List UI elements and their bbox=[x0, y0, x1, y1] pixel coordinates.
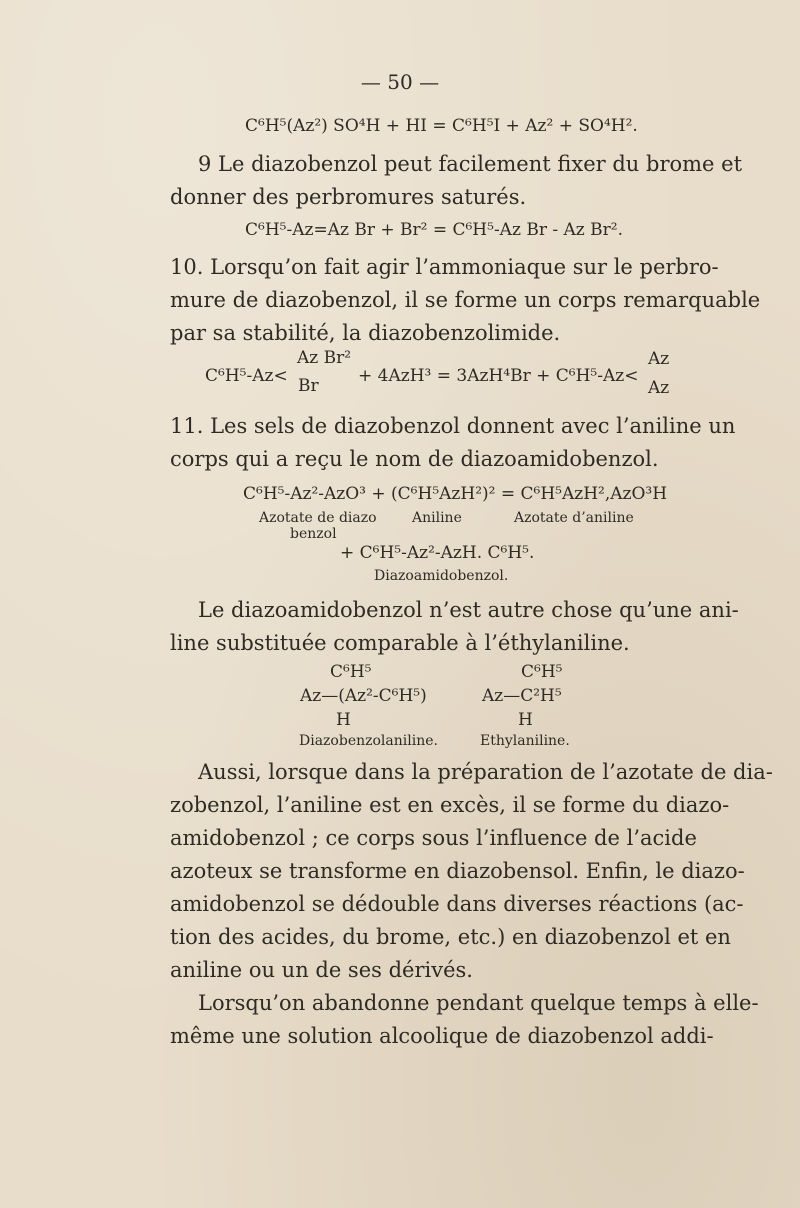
paragraph-line: azoteux se transforme en diazobensol. Enfin, le diazo- bbox=[170, 859, 745, 883]
equation-3-top-branch: Az Br² bbox=[297, 348, 352, 368]
structure-right-top: C⁶H⁵ bbox=[521, 662, 563, 682]
paragraph-line: Lorsqu’on abandonne pendant quelque temps à elle- bbox=[198, 991, 759, 1015]
paragraph-line: corps qui a reçu le nom de diazoamidobenzol. bbox=[170, 447, 659, 471]
paragraph-line: Le diazoamidobenzol n’est autre chose qu’une ani- bbox=[198, 598, 739, 622]
paragraph-line: amidobenzol se dédouble dans diverses réactions (ac- bbox=[170, 892, 744, 916]
structure-left-mid: Az—(Az²-C⁶H⁵) bbox=[300, 686, 427, 706]
equation-2: C⁶H⁵-Az=Az Br + Br² = C⁶H⁵-Az Br - Az Br². bbox=[245, 220, 623, 240]
equation-3-ring-top: Az bbox=[648, 349, 670, 369]
structure-left-bottom: H bbox=[336, 710, 351, 730]
equation-4-label: Aniline bbox=[412, 510, 462, 526]
paragraph-line: tion des acides, du brome, etc.) en diazobenzol et en bbox=[170, 925, 731, 949]
equation-3-ring-bottom: Az bbox=[648, 378, 670, 398]
paragraph-line: par sa stabilité, la diazobenzolimide. bbox=[170, 321, 561, 345]
page-number: — 50 — bbox=[360, 70, 440, 94]
structure-right-label: Ethylaniline. bbox=[480, 733, 570, 749]
paragraph-line: 10. Lorsqu’on fait agir l’ammoniaque sur le perbro- bbox=[170, 255, 719, 279]
equation-4-label: Azotate de diazo bbox=[259, 510, 377, 526]
structure-left-top: C⁶H⁵ bbox=[330, 662, 372, 682]
paragraph-line: mure de diazobenzol, il se forme un corps remarquable bbox=[170, 288, 761, 312]
equation-1: C⁶H⁵(Az²) SO⁴H + HI = C⁶H⁵I + Az² + SO⁴H². bbox=[245, 116, 638, 136]
paragraph-line: Aussi, lorsque dans la préparation de l’azotate de dia- bbox=[198, 760, 773, 784]
paragraph-11 bbox=[170, 410, 736, 476]
structure-right-bottom: H bbox=[518, 710, 533, 730]
equation-4-label: Azotate d’aniline bbox=[514, 510, 634, 526]
paragraph-13 bbox=[170, 756, 773, 1053]
equation-3-left: C⁶H⁵-Az< bbox=[205, 366, 288, 386]
equation-4-label: benzol bbox=[290, 526, 337, 542]
paragraph-line: 11. Les sels de diazobenzol donnent avec l’aniline un bbox=[170, 414, 736, 438]
paragraph-line: même une solution alcoolique de diazobenzol addi- bbox=[170, 1024, 714, 1048]
paragraph-12 bbox=[170, 594, 739, 660]
paragraph-line: donner des perbromures saturés. bbox=[170, 185, 527, 209]
paragraph-line: amidobenzol ; ce corps sous l’influence de l’acide bbox=[170, 826, 697, 850]
equation-3-bottom-branch: Br bbox=[298, 376, 319, 396]
paragraph-line: zobenzol, l’aniline est en excès, il se forme du diazo- bbox=[170, 793, 730, 817]
paragraph-line: aniline ou un de ses dérivés. bbox=[170, 958, 473, 982]
equation-4-line-2: + C⁶H⁵-Az²-AzH. C⁶H⁵. bbox=[340, 543, 535, 563]
paragraph-10 bbox=[170, 251, 761, 350]
paragraph-9 bbox=[170, 148, 743, 214]
structure-right-mid: Az—C²H⁵ bbox=[482, 686, 562, 706]
paragraph-line: 9 Le diazobenzol peut facilement fixer du brome et bbox=[198, 152, 743, 176]
equation-4-label: Diazoamidobenzol. bbox=[374, 568, 509, 584]
structure-left-label: Diazobenzolaniline. bbox=[299, 733, 438, 749]
paragraph-line: line substituée comparable à l’éthylaniline. bbox=[170, 631, 630, 655]
equation-4-line-1: C⁶H⁵-Az²-AzO³ + (C⁶H⁵AzH²)² = C⁶H⁵AzH²,AzO³H bbox=[243, 484, 668, 504]
equation-3-middle: + 4AzH³ = 3AzH⁴Br + C⁶H⁵-Az< bbox=[358, 366, 639, 386]
